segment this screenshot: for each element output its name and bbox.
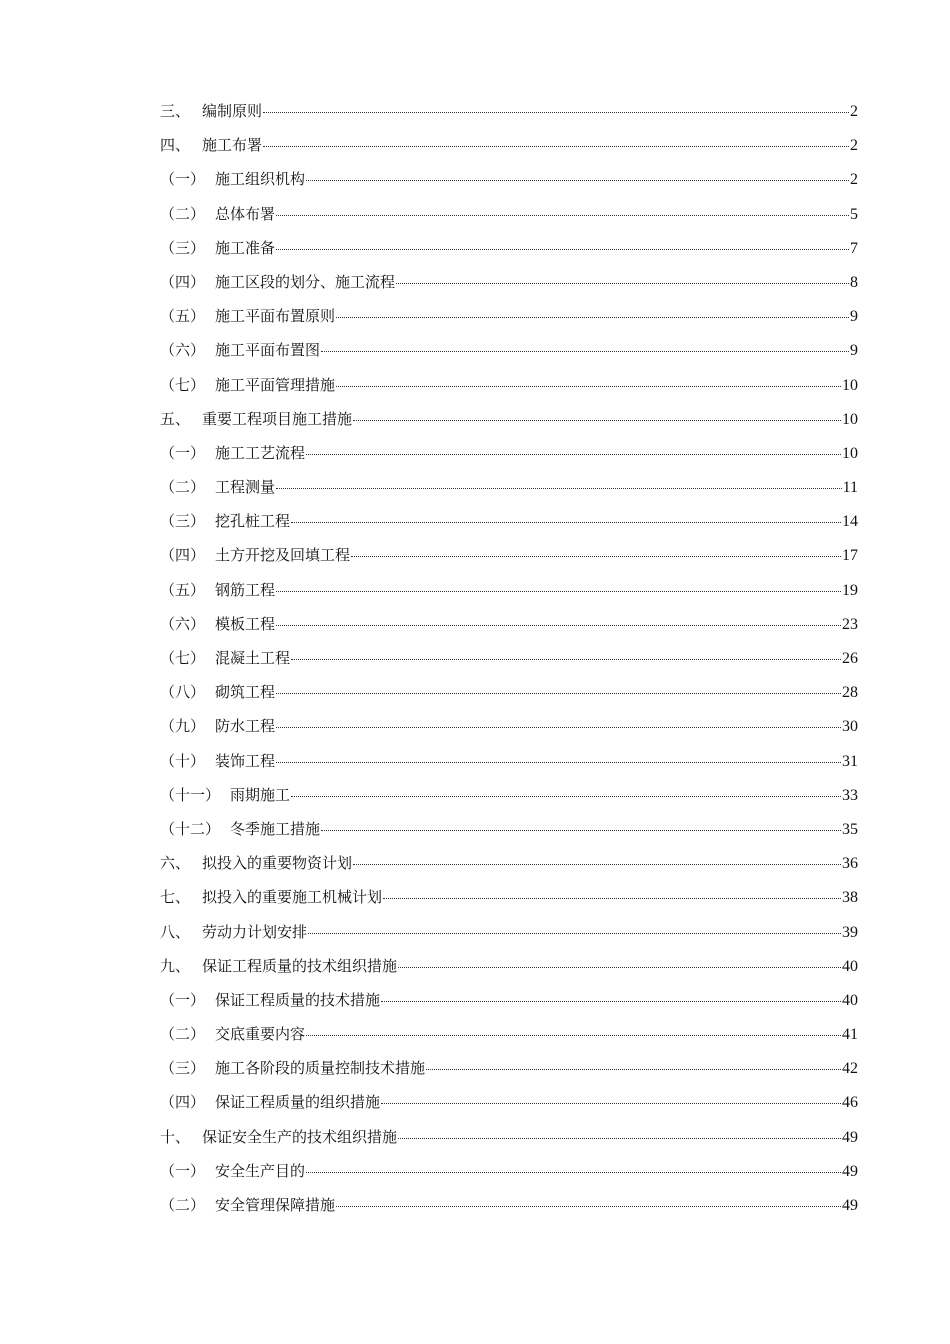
toc-title: 保证安全生产的技术组织措施 xyxy=(202,1127,398,1146)
toc-page-number: 41 xyxy=(842,1026,858,1044)
dot-leader xyxy=(276,215,849,216)
toc-title: 劳动力计划安排 xyxy=(202,922,308,941)
toc-title: 安全管理保障措施 xyxy=(215,1196,336,1214)
toc-page-number: 49 xyxy=(842,1197,858,1214)
toc-entry[interactable] xyxy=(160,100,858,134)
dot-leader xyxy=(381,1103,841,1104)
toc-page-number: 28 xyxy=(842,684,858,702)
dot-leader xyxy=(398,1138,841,1139)
toc-title: 装饰工程 xyxy=(215,751,276,770)
toc-page-number: 10 xyxy=(842,444,858,462)
toc-entry[interactable] xyxy=(160,203,858,237)
toc-number: （一） xyxy=(160,443,206,462)
toc-title: 冬季施工措施 xyxy=(230,819,321,838)
toc-title: 施工布署 xyxy=(202,136,263,155)
toc-number: （三） xyxy=(160,238,206,257)
toc-title: 防水工程 xyxy=(215,717,276,736)
toc-number: （八） xyxy=(160,683,206,702)
toc-page-number: 2 xyxy=(850,137,858,155)
dot-leader xyxy=(276,762,841,763)
toc-page-number: 19 xyxy=(842,581,858,599)
toc-page-number: 40 xyxy=(842,991,858,1009)
toc-number: 五、 xyxy=(160,409,191,428)
toc-title: 施工平面布置图 xyxy=(215,341,321,360)
toc-page-number: 38 xyxy=(842,889,858,907)
dot-leader xyxy=(306,454,841,455)
toc-entry[interactable] xyxy=(160,476,858,510)
toc-title: 编制原则 xyxy=(202,102,263,120)
toc-entry[interactable] xyxy=(160,852,858,886)
toc-title: 雨期施工 xyxy=(230,785,291,804)
toc-number: （四） xyxy=(160,546,206,565)
toc-page-number: 2 xyxy=(850,103,858,120)
toc-entry[interactable] xyxy=(160,681,858,715)
toc-entry[interactable] xyxy=(160,134,858,168)
toc-title: 施工工艺流程 xyxy=(215,443,306,462)
toc-number: （九） xyxy=(160,717,206,736)
dot-leader xyxy=(306,1035,841,1036)
toc-number: （十二） xyxy=(160,819,221,838)
dot-leader xyxy=(291,659,841,660)
toc-number: （十一） xyxy=(160,785,221,804)
toc-number: 六、 xyxy=(160,854,191,873)
toc-number: （二） xyxy=(160,204,206,223)
dot-leader xyxy=(276,727,841,728)
toc-number: （三） xyxy=(160,512,206,531)
toc-number: 七、 xyxy=(160,888,191,907)
dot-leader xyxy=(291,522,841,523)
toc-title: 拟投入的重要施工机械计划 xyxy=(202,888,383,907)
dot-leader xyxy=(426,1069,841,1070)
toc-number: 四、 xyxy=(160,136,191,155)
toc-entry[interactable] xyxy=(160,579,858,613)
toc-entry[interactable] xyxy=(160,715,858,749)
toc-title: 钢筋工程 xyxy=(215,580,276,599)
toc-page-number: 14 xyxy=(842,513,858,531)
toc-page-number: 8 xyxy=(850,273,858,291)
toc-page-number: 23 xyxy=(842,615,858,633)
toc-title: 施工区段的划分、施工流程 xyxy=(215,272,396,291)
toc-page-number: 11 xyxy=(842,479,858,497)
toc-entry[interactable] xyxy=(160,305,858,339)
toc-number: （二） xyxy=(160,1196,206,1214)
dot-leader xyxy=(383,898,841,899)
toc-page-number: 39 xyxy=(842,923,858,941)
toc-number: （十） xyxy=(160,751,206,770)
toc-entry[interactable] xyxy=(160,613,858,647)
toc-number: （五） xyxy=(160,580,206,599)
toc-page-number: 36 xyxy=(842,855,858,873)
dot-leader xyxy=(276,488,842,489)
dot-leader xyxy=(381,1001,841,1002)
toc-page-number: 30 xyxy=(842,718,858,736)
toc-title: 工程测量 xyxy=(215,478,276,497)
dot-leader xyxy=(306,180,849,181)
toc-number: （六） xyxy=(160,341,206,360)
dot-leader xyxy=(351,556,841,557)
toc-title: 土方开挖及回填工程 xyxy=(215,546,351,565)
dot-leader xyxy=(398,967,841,968)
toc-entry[interactable] xyxy=(160,442,858,476)
toc-title: 砌筑工程 xyxy=(215,683,276,702)
toc-entry[interactable] xyxy=(160,784,858,818)
toc-entry[interactable] xyxy=(160,647,858,681)
toc-page-number: 31 xyxy=(842,752,858,770)
toc-page-number: 49 xyxy=(842,1162,858,1180)
toc-page-number: 40 xyxy=(842,957,858,975)
toc-number: 九、 xyxy=(160,956,191,975)
toc-page-number: 33 xyxy=(842,786,858,804)
toc-entry[interactable] xyxy=(160,955,858,989)
toc-page-number: 46 xyxy=(842,1094,858,1112)
toc-number: （一） xyxy=(160,990,206,1009)
toc-entry[interactable] xyxy=(160,1160,858,1194)
toc-title: 总体布署 xyxy=(215,204,276,223)
toc-page-number: 26 xyxy=(842,650,858,667)
toc-title: 混凝土工程 xyxy=(215,649,291,667)
dot-leader xyxy=(336,386,841,387)
toc-entry[interactable] xyxy=(160,1091,858,1125)
toc-page-number: 7 xyxy=(850,239,858,257)
toc-number: （二） xyxy=(160,1025,206,1044)
dot-leader xyxy=(336,317,849,318)
toc-entry[interactable] xyxy=(160,168,858,202)
toc-entry[interactable] xyxy=(160,271,858,305)
toc-number: （四） xyxy=(160,1093,206,1112)
dot-leader xyxy=(291,796,841,797)
toc-number: （五） xyxy=(160,307,206,326)
toc-number: （六） xyxy=(160,614,206,633)
toc-title: 施工平面布置原则 xyxy=(215,307,336,326)
table-of-contents xyxy=(160,100,858,1228)
toc-page-number: 10 xyxy=(842,410,858,428)
toc-page-number: 17 xyxy=(842,547,858,565)
toc-entry[interactable] xyxy=(160,1194,858,1228)
toc-entry[interactable] xyxy=(160,339,858,373)
toc-entry[interactable] xyxy=(160,921,858,955)
toc-title: 施工组织机构 xyxy=(215,170,306,189)
toc-title: 重要工程项目施工措施 xyxy=(202,409,353,428)
dot-leader xyxy=(276,249,849,250)
toc-number: （四） xyxy=(160,272,206,291)
toc-entry[interactable] xyxy=(160,750,858,784)
dot-leader xyxy=(396,283,849,284)
toc-page-number: 10 xyxy=(842,376,858,394)
dot-leader xyxy=(276,693,841,694)
toc-entry[interactable] xyxy=(160,237,858,271)
toc-entry[interactable] xyxy=(160,1057,858,1091)
dot-leader xyxy=(276,625,841,626)
toc-page-number: 49 xyxy=(842,1128,858,1146)
toc-page-number: 2 xyxy=(850,171,858,189)
dot-leader xyxy=(308,933,841,934)
toc-page-number: 9 xyxy=(850,308,858,326)
dot-leader xyxy=(276,591,841,592)
toc-number: （三） xyxy=(160,1059,206,1078)
toc-page-number: 5 xyxy=(850,205,858,223)
toc-title: 安全生产目的 xyxy=(215,1161,306,1180)
toc-number: （二） xyxy=(160,478,206,497)
toc-number: （七） xyxy=(160,375,206,394)
toc-title: 施工各阶段的质量控制技术措施 xyxy=(215,1059,426,1078)
toc-page-number: 35 xyxy=(842,820,858,838)
toc-page-number: 9 xyxy=(850,342,858,360)
toc-number: 八、 xyxy=(160,922,191,941)
toc-entry[interactable] xyxy=(160,818,858,852)
toc-entry[interactable] xyxy=(160,510,858,544)
toc-title: 交底重要内容 xyxy=(215,1025,306,1044)
toc-entry[interactable] xyxy=(160,1126,858,1160)
toc-title: 保证工程质量的技术组织措施 xyxy=(202,956,398,975)
dot-leader xyxy=(306,1172,841,1173)
toc-title: 模板工程 xyxy=(215,614,276,633)
toc-entry[interactable] xyxy=(160,989,858,1023)
dot-leader xyxy=(263,112,849,113)
toc-title: 保证工程质量的组织措施 xyxy=(215,1093,381,1112)
dot-leader xyxy=(336,1206,841,1207)
toc-number: （一） xyxy=(160,1161,206,1180)
toc-entry[interactable] xyxy=(160,408,858,442)
toc-number: 十、 xyxy=(160,1127,191,1146)
toc-number: 三、 xyxy=(160,102,191,120)
dot-leader xyxy=(353,864,841,865)
toc-title: 施工平面管理措施 xyxy=(215,375,336,394)
dot-leader xyxy=(263,146,849,147)
dot-leader xyxy=(321,351,849,352)
dot-leader xyxy=(353,420,841,421)
toc-entry[interactable] xyxy=(160,374,858,408)
toc-entry[interactable] xyxy=(160,1023,858,1057)
toc-entry[interactable] xyxy=(160,886,858,920)
toc-title: 拟投入的重要物资计划 xyxy=(202,854,353,873)
toc-page-number: 42 xyxy=(842,1060,858,1078)
toc-number: （一） xyxy=(160,170,206,189)
toc-title: 保证工程质量的技术措施 xyxy=(215,990,381,1009)
toc-title: 挖孔桩工程 xyxy=(215,512,291,531)
toc-title: 施工准备 xyxy=(215,238,276,257)
toc-number: （七） xyxy=(160,649,206,667)
toc-entry[interactable] xyxy=(160,544,858,578)
dot-leader xyxy=(321,830,841,831)
